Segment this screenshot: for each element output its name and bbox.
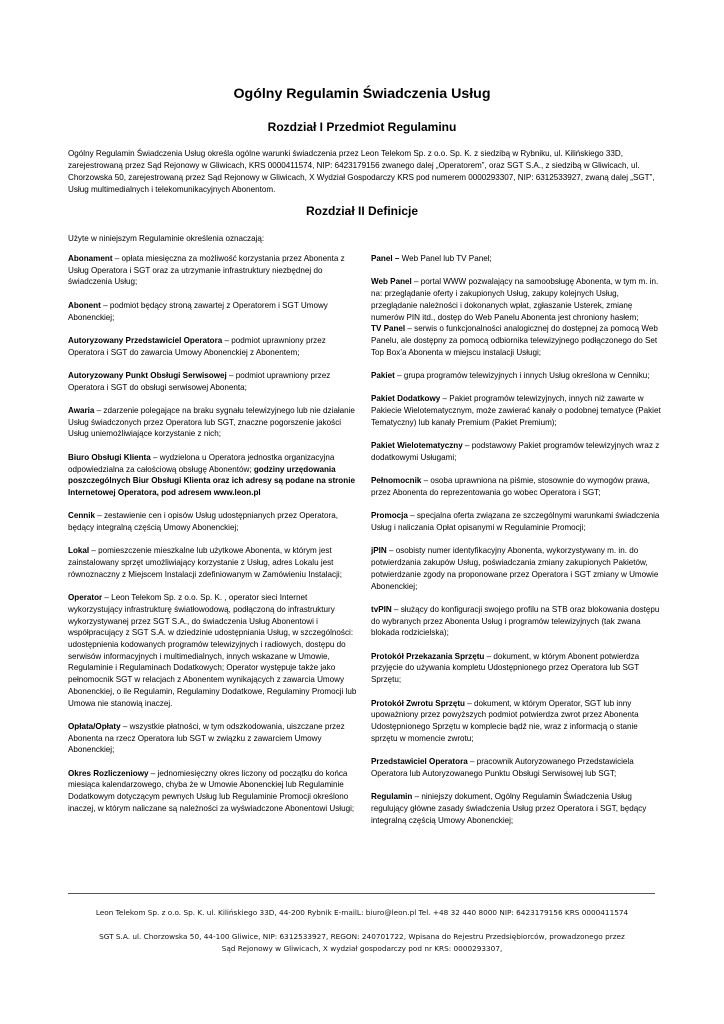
- definition-item: [371, 791, 661, 826]
- definition-term: Pełnomocnik: [371, 476, 422, 486]
- definition-item: [371, 276, 661, 323]
- definition-item: [371, 475, 661, 498]
- definition-item: [371, 323, 661, 358]
- definitions-right-column: [371, 253, 661, 838]
- definition-text: – wszystkie płatności, w tym odszkodowania, uiszczane przez Abonenta na rzecz Operatora lub SGT w związku z zawarciem Umowy Abonenckiej;: [68, 721, 345, 755]
- definition-term: Abonent: [68, 300, 101, 310]
- definition-item: [68, 592, 360, 709]
- definition-term: jPIN: [371, 546, 387, 556]
- definition-item: [371, 393, 661, 428]
- definition-item: [68, 510, 360, 533]
- definition-item: [68, 721, 360, 756]
- definition-text: – służący do konfiguracji swojego profilu na STB oraz blokowania dostępu do wybranych przez Abonenta Usług i programów telewizyjnych (tak zwana blokada rodzicielska);: [371, 604, 660, 638]
- definition-item: [371, 604, 661, 639]
- definition-term: Pakiet Wielotematyczny: [371, 441, 463, 451]
- definition-item: [371, 510, 661, 533]
- definition-term: Protokół Przekazania Sprzętu: [371, 651, 485, 661]
- definition-text: – zestawienie cen i opisów Usług udostępnianych przez Operatora, będący integralną częścią Umowy Abonenckiej;: [68, 511, 338, 533]
- definition-term: Regulamin: [371, 792, 413, 802]
- definition-text: – opłata miesięczna za możliwość korzystania przez Abonenta z Usług Operatora i SGT oraz za utrzymanie infrastruktury niezbędnej do świadczenia Usług;: [68, 254, 345, 287]
- definition-text: – podmiot uprawniony przez Operatora i SGT do zawarcia Umowy Abonenckiej z Abonentem;: [68, 335, 326, 357]
- definition-text: – Leon Telekom Sp. z o.o. Sp. K. , operator sieci Internet wykorzystujący infrastrukturę światłowodową, podłączoną do infrastruktury wykorzystywanej przez SGT S.A., do świadczenia Usług Abonentowi i współpracujący z SGT S.A. w dziedzinie udostępniania Usług, w szczególności: udostępnienia kodowanych programów telewizyjnych i radiowych, dostępu do serwisów informacyjnych i multimedialnych, innych wskazane w Umowie, Regulaminie i Regulaminach Dodatkowych; Operator występuje także jako pełnomocnik SGT w relacjach z Abonentem wynikających z zawarcia Umowy Abonenckiej, o ile Regulamin, Regulaminy Dodatkowe, Regulaminy Promocji lub Umowa nie stanowią inaczej.: [68, 593, 357, 708]
- section-2-lead: Użyte w niniejszym Regulaminie określenia oznaczają:: [68, 234, 265, 243]
- definition-term: Awaria: [68, 406, 95, 416]
- definition-term: Autoryzowany Przedstawiciel Operatora: [68, 335, 223, 345]
- section-1-paragraph: Ogólny Regulamin Świadczenia Usług określa ogólne warunki świadczenia przez Leon Telekom Sp. z o.o. Sp. K. z siedzibą w Rybniku, ul. Kilińskiego 33D, zarejestrowaną przez Sąd Rejonowy w Gliwicach, KRS 0000411574, NIP: 6423179156 zwanego dalej „Operatorem”, oraz SGT S.A., z siedzibą w Gliwicach, ul. Chorzowska 50, zarejestrowaną przez Sąd Rejonowy w Gliwicach, X Wydział Gospodarczy KRS pod numerem 0000293307, NIP: 6312533927, zwaną dalej „SGT”, Usług multimedialnych i telekomunikacyjnych Abonentom.: [68, 149, 655, 194]
- definition-item: [68, 405, 360, 440]
- definition-text: – pomieszczenie mieszkalne lub użytkowe Abonenta, w którym jest zainstalowany sprzęt umożliwiający korzystanie z Usług, adres Lokalu jest równoznaczny z Miejscem Instalacji zdefiniowanym w Zamówieniu Instalacji;: [68, 546, 342, 579]
- definition-term: Promocja: [371, 511, 408, 521]
- definition-text: – jednomiesięczny okres liczony od początku do końca miesiąca kalendarzowego, chyba że w Umowie Abonenckiej lub Regulaminie Dodatkowym dotyczącym pewnych Usług lub Regulaminie Promocji określono inaczej, w którym naliczane są należności za wyświadczone Abonentowi Usługi;: [68, 768, 355, 813]
- definition-term: Protokół Zwrotu Sprzętu: [371, 698, 465, 708]
- definition-text: – niniejszy dokument, Ogólny Regulamin Świadczenia Usług regulujący główne zasady świadczenia Usług przez Operatora i SGT, będący integralną częścią Umowy Abonenckiej;: [371, 792, 647, 825]
- footer-line-operator: Leon Telekom Sp. z o.o. Sp. K. ul. Kilińskiego 33D, 44-200 Rybnik E-mailL: biuro@leon.pl Tel. +48 32 440 8000 NIP: 6423179156 KRS 0000411574: [95, 908, 629, 917]
- definition-text: – podstawowy Pakiet programów telewizyjnych wraz z dodatkowymi Usługami;: [371, 441, 660, 462]
- definition-term: Pakiet: [371, 371, 395, 380]
- definition-item: [371, 651, 661, 686]
- footer-divider: [68, 893, 655, 894]
- definition-text: – specjalna oferta związana ze szczególnymi warunkami świadczenia Usług i naliczania Opłat opisanymi w Regulaminie Promocji;: [371, 511, 660, 533]
- definition-text: Web Panel lub TV Panel;: [399, 254, 492, 263]
- definition-term: Okres Rozliczeniowy: [68, 768, 149, 778]
- definition-text: – osobisty numer identyfikacyjny Abonenta, wykorzystywany m. in. do potwierdzania zakupów Usług, poświadczania zmiany zakupionych Pakietów, potwierdzanie zgody na proponowane przez Operatora i SGT zmiany w Umowie Abonenckiej;: [371, 546, 659, 591]
- definition-item: [68, 300, 360, 323]
- definition-text: – serwis o funkcjonalności analogicznej do dostępnej za pomocą Web Panelu, ale dostępny za pomocą odbiornika telewizyjnego podłączonego do Set Top Box’a Abonenta w miejscu instalacji Usługi;: [371, 324, 658, 357]
- definition-text: – podmiot uprawniony przez Operatora i SGT do obsługi serwisowej Abonenta;: [68, 370, 331, 392]
- definition-item: [68, 768, 360, 815]
- definition-item: [371, 370, 661, 382]
- document-title: Ogólny Regulamin Świadczenia Usług: [233, 86, 491, 102]
- definition-item: [371, 545, 661, 592]
- definition-emphasis: godziny urzędowania poszczególnych Biur Obsługi Klienta oraz ich adresy są podane na stronie Internetowej Operatora, pod adresem www.leon.pl: [68, 464, 355, 497]
- definition-term: tvPIN: [371, 604, 392, 614]
- definition-term: Cennik: [68, 511, 95, 521]
- footer-line-sgt: SGT S.A. ul. Chorzowska 50, 44-100 Gliwice, NIP: 6312533927, REGON: 240701722, Wpisana do Rejestru Przedsiębiorców, prowadzonego przez: [99, 932, 625, 941]
- definition-item: [371, 756, 661, 779]
- definition-text: – zdarzenie polegające na braku sygnału telewizyjnego lub nie działanie Usług świadczonych przez Operatora lub SGT, znaczne pogorszenie jakości Usług uniemożliwiające korzystanie z nich;: [68, 406, 355, 439]
- definition-item: [68, 545, 360, 580]
- definition-text: – portal WWW pozwalający na samoobsługę Abonenta, w tym m. in. na: przeglądanie oferty i zakupionych Usług, zakupy kolejnych Usług, przeglądanie należności i dokonanych wpłat, zgłaszanie Usterek, zmianę numerów PIN itd., dostęp do Web Panelu Abonenta jest chroniony hasłem;: [371, 277, 659, 322]
- definition-term: Opłata/Opłaty: [68, 721, 121, 731]
- definition-text: – dokument, w którym Abonent potwierdza przyjęcie do używania kompletu Udostępnionego przez Operatora lub SGT Sprzętu;: [371, 651, 640, 685]
- definition-term: Biuro Obsługi Klienta: [68, 452, 151, 462]
- definition-item: [68, 253, 360, 288]
- definition-text: – podmiot będący stroną zawartej z Operatorem i SGT Umowy Abonenckiej;: [68, 300, 328, 322]
- definition-term: Web Panel: [371, 277, 412, 287]
- definition-term: Operator: [68, 593, 103, 603]
- definition-text: – pracownik Autoryzowanego Przedstawiciela Operatora lub Autoryzowanego Punktu Obsługi Serwisowej lub SGT;: [371, 757, 634, 778]
- definition-term: Abonament: [68, 254, 113, 263]
- definition-text: – Pakiet programów telewizyjnych, innych niż zawarte w Pakiecie Wielotematycznym, może zawierać kanały o podobnej tematyce (Pakiet Tematyczny) lub kanały Premium (Pakiet Premium);: [371, 394, 661, 427]
- section-2-heading: Rozdział II Definicje: [305, 204, 419, 218]
- definition-text: – osoba uprawniona na piśmie, stosownie do wymogów prawa, przez Abonenta do reprezentowania go wobec Operatora i SGT;: [371, 476, 650, 497]
- definition-term: TV Panel: [371, 324, 406, 334]
- definition-item: [68, 452, 360, 499]
- definition-item: [371, 698, 661, 745]
- definition-term: Lokal: [68, 546, 90, 556]
- definition-item: [68, 335, 360, 358]
- definition-term: Autoryzowany Punkt Obsługi Serwisowej: [68, 370, 227, 380]
- section-1-heading: Rozdział I Przedmiot Regulaminu: [267, 120, 457, 134]
- definition-item: [371, 253, 661, 265]
- definitions-left-column: [68, 253, 360, 826]
- definition-text: – grupa programów telewizyjnych i innych Usług określona w Cenniku;: [394, 371, 650, 380]
- footer-line-court: Sąd Rejonowy w Gliwicach, X wydział gospodarczy pod nr KRS: 0000293307,: [221, 944, 503, 953]
- definition-item: [371, 440, 661, 463]
- definition-term: Panel –: [371, 254, 400, 263]
- definition-text: – dokument, w którym Operator, SGT lub inny upoważniony przez powyższych podmiot potwierdza zwrot przez Abonenta Udostępnionego Sprzętu w komplecie bądź nie, wraz z informacją o stanie sprzętu w momencie zwrotu;: [371, 698, 639, 743]
- definition-term: Pakiet Dodatkowy: [371, 394, 441, 404]
- definition-term: Przedstawiciel Operatora: [371, 757, 468, 767]
- definition-text: – wydzielona u Operatora jednostka organizacyjna odpowiedzialna za całościową obsługę Abonentów;: [68, 452, 335, 474]
- definition-item: [68, 370, 360, 393]
